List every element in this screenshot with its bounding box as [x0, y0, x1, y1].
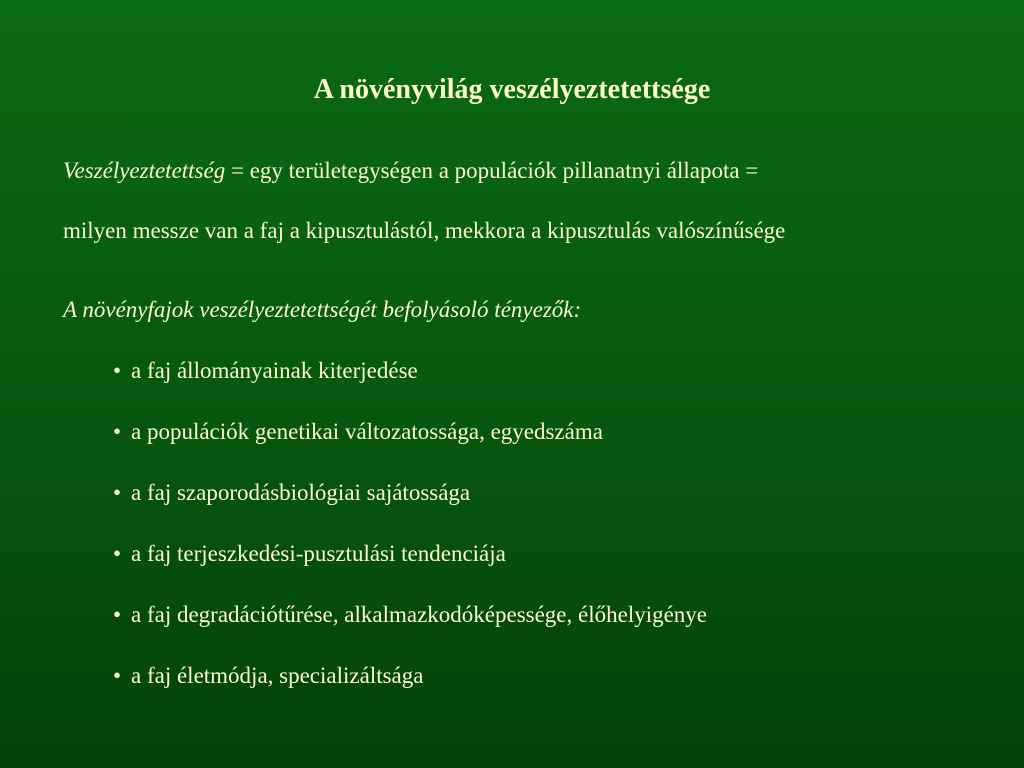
bullet-icon: • [113, 541, 122, 566]
factors-heading: A növényfajok veszélyeztetettségét befolyásoló tényezők: [63, 297, 582, 322]
bullet-icon: • [113, 419, 122, 444]
list-item-text: a faj szaporodásbiológiai sajátossága [131, 480, 471, 505]
list-item [113, 539, 707, 600]
list-item-text: a faj állományainak kiterjedése [131, 358, 418, 383]
list-item-text: a faj degradációtűrése, alkalmazkodóképessége, élőhelyigénye [131, 602, 708, 627]
bullet-icon: • [113, 663, 122, 688]
list-item [113, 356, 707, 417]
list-item [113, 661, 707, 722]
factors-list [113, 356, 707, 722]
bullet-icon: • [113, 358, 122, 383]
list-item [113, 600, 707, 661]
list-item [113, 478, 707, 539]
list-item-text: a faj terjeszkedési-pusztulási tendenciája [131, 541, 506, 566]
bullet-icon: • [113, 602, 122, 627]
list-item-text: a populációk genetikai változatossága, egyedszáma [131, 419, 603, 444]
list-item [113, 417, 707, 478]
bullet-icon: • [113, 480, 122, 505]
definition-line-2: milyen messze van a faj a kipusztulástól, mekkora a kipusztulás valószínűsége [63, 218, 786, 243]
definition-term: Veszélyeztetettség [63, 158, 226, 183]
definition-text: = egy területegységen a populációk pillanatnyi állapota = [225, 158, 759, 183]
definition-line-1 [63, 156, 758, 186]
list-item-text: a faj életmódja, specializáltsága [131, 663, 424, 688]
slide-title: A növényvilág veszélyeztetettsége [313, 74, 711, 105]
